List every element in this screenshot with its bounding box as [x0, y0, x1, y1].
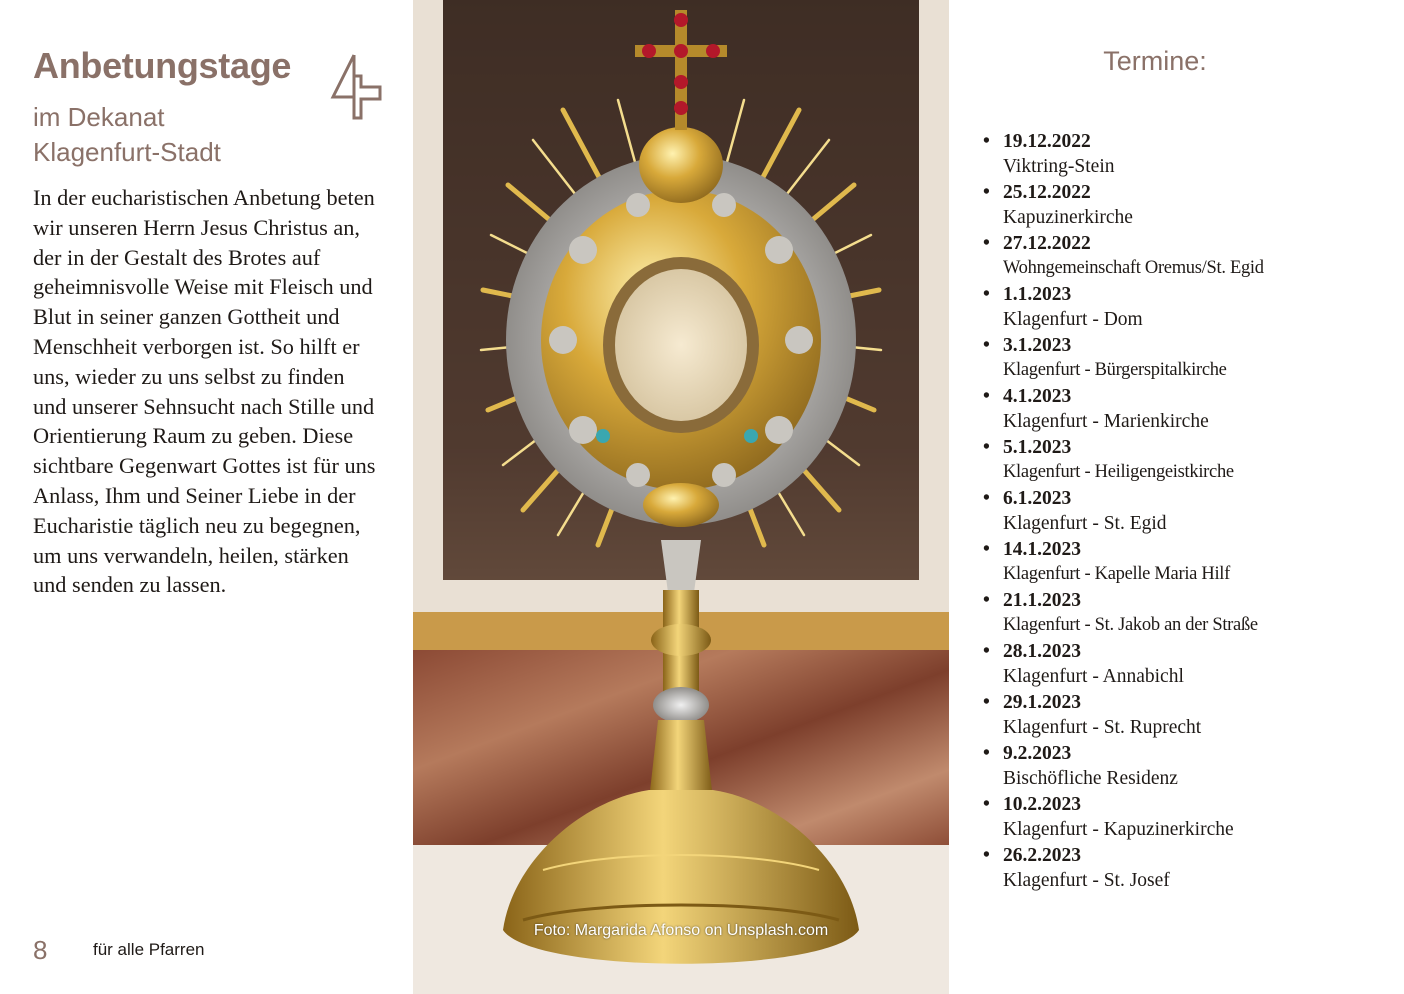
termin-item [983, 486, 1383, 537]
termin-item [983, 384, 1383, 435]
footer-note: für alle Pfarren [93, 940, 205, 959]
termin-date: • 9.2.2023 [1003, 743, 1072, 764]
page-number: 8 [33, 935, 48, 965]
termine-heading: Termine: [1103, 46, 1207, 76]
termin-item [983, 537, 1383, 588]
monstrance-illustration [413, 0, 949, 994]
termin-place: Klagenfurt - Annabichl [1003, 666, 1184, 687]
termin-place: Klagenfurt - Dom [1003, 309, 1143, 330]
termin-date: • 6.1.2023 [1003, 488, 1072, 509]
termin-place: Klagenfurt - Kapelle Maria Hilf [1003, 564, 1230, 584]
termin-date: • 3.1.2023 [1003, 335, 1072, 356]
termin-date: • 26.2.2023 [1003, 845, 1081, 866]
termin-date: • 29.1.2023 [1003, 692, 1081, 713]
termin-place: Klagenfurt - Marienkirche [1003, 411, 1209, 432]
termin-date: • 5.1.2023 [1003, 437, 1072, 458]
termine-list [983, 129, 1383, 894]
termin-date: • 28.1.2023 [1003, 641, 1081, 662]
termin-place: Klagenfurt - St. Josef [1003, 870, 1170, 891]
termin-place: Klagenfurt - St. Jakob an der Straße [1003, 615, 1258, 635]
page-subtitle [33, 100, 378, 170]
intro-paragraph: In der eucharistischen Anbetung beten wir unseren Herrn Jesus Christus an, der in der Gestalt des Brotes auf geheimnisvolle Weise mit Fleisch und Blut in seiner ganzen Gottheit und Menschheit verborgen ist. So hilft er uns, wieder zu uns selbst zu finden und unserer Sehnsucht nach Stille und Orientierung Raum zu geben. Diese sichtbare Gegenwart Gottes ist für uns Anlass, Ihm und Seiner Liebe in der Eucharistie täglich neu zu begegnen, um uns verwandeln, heilen, stärken und senden zu lassen. [33, 185, 376, 598]
termin-place: Klagenfurt - Bürgerspitalkirche [1003, 360, 1227, 380]
termin-place: Viktring-Stein [1003, 156, 1115, 177]
termin-place: Klagenfurt - Heiligengeistkirche [1003, 462, 1234, 482]
termin-date: • 19.12.2022 [1003, 131, 1091, 152]
termin-item [983, 639, 1383, 690]
termin-date: • 14.1.2023 [1003, 539, 1081, 560]
monstrance-photo [413, 0, 949, 994]
termin-item [983, 741, 1383, 792]
termin-date: • 25.12.2022 [1003, 182, 1091, 203]
header-block [33, 40, 378, 170]
termin-date: • 1.1.2023 [1003, 284, 1072, 305]
termin-place: Klagenfurt - Kapuzinerkirche [1003, 819, 1234, 840]
termin-item [983, 435, 1383, 486]
page-title: Anbetungstage [33, 45, 292, 86]
termin-date: • 27.12.2022 [1003, 233, 1091, 254]
termin-place: Kapuzinerkirche [1003, 207, 1133, 228]
termin-item [983, 792, 1383, 843]
subtitle-line-2: Klagenfurt-Stadt [33, 136, 221, 167]
termin-item [983, 282, 1383, 333]
subtitle-line-1: im Dekanat [33, 101, 165, 132]
termin-item [983, 843, 1383, 894]
termin-item [983, 129, 1383, 180]
four-cross-logo-icon [330, 52, 382, 122]
termin-item [983, 231, 1383, 282]
termin-date: • 4.1.2023 [1003, 386, 1072, 407]
termin-date: • 10.2.2023 [1003, 794, 1081, 815]
termin-item [983, 180, 1383, 231]
termin-place: Klagenfurt - St. Egid [1003, 513, 1167, 534]
termin-place: Wohngemeinschaft Oremus/St. Egid [1003, 258, 1264, 278]
termin-item [983, 333, 1383, 384]
termin-item [983, 690, 1383, 741]
termin-place: Bischöfliche Residenz [1003, 768, 1178, 789]
termin-place: Klagenfurt - St. Ruprecht [1003, 717, 1202, 738]
photo-credit: Foto: Margarida Afonso on Unsplash.com [533, 922, 829, 939]
termin-item [983, 588, 1383, 639]
termin-date: • 21.1.2023 [1003, 590, 1081, 611]
